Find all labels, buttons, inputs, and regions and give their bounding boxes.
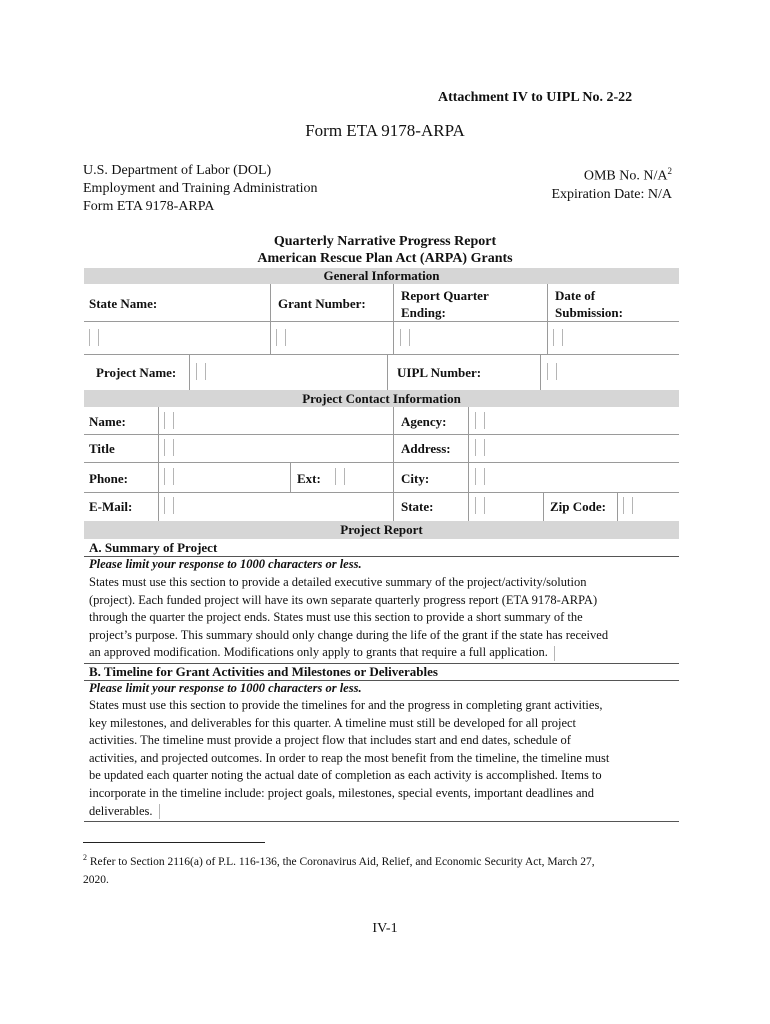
divider <box>84 462 679 463</box>
divider <box>290 462 291 492</box>
attachment-label: Attachment IV to UIPL No. 2-22 <box>438 90 633 105</box>
report-title-line-1: Quarterly Narrative Progress Report <box>273 234 497 249</box>
footnote-mark: 2 <box>83 853 87 862</box>
address-input[interactable] <box>475 439 485 456</box>
form-title: Form ETA 9178-ARPA <box>305 121 465 140</box>
state-name-label: State Name: <box>89 296 158 311</box>
footnote-separator <box>83 842 265 843</box>
contact-title-label: Title <box>89 441 115 456</box>
omb-footnote-mark: 2 <box>667 166 672 176</box>
state-input[interactable] <box>475 497 485 514</box>
email-label: E-Mail: <box>89 499 133 514</box>
agency-block <box>83 162 318 216</box>
city-label: City: <box>401 471 430 486</box>
divider <box>84 434 679 435</box>
section-b-line: States must use this section to provide the timelines for and the progress in completing grant activities, <box>89 698 603 712</box>
uipl-number-label: UIPL Number: <box>397 365 482 380</box>
project-name-input[interactable] <box>196 363 206 380</box>
footnote <box>83 849 683 889</box>
phone-input[interactable] <box>164 468 174 485</box>
divider <box>393 407 394 521</box>
section-b-title: B. Timeline for Grant Activities and Milestones or Deliverables <box>89 664 438 679</box>
report-quarter-line-2: Ending: <box>401 305 446 320</box>
section-b-line: activities, and projected outcomes. In order to reap the most benefit from the timeline, the timeline must <box>89 750 610 765</box>
ext-input[interactable] <box>335 468 345 485</box>
divider <box>84 354 679 355</box>
expiration-date: Expiration Date: N/A <box>551 186 672 202</box>
state-name-input[interactable] <box>89 329 99 346</box>
contact-name-input[interactable] <box>164 412 174 429</box>
email-input[interactable] <box>164 497 174 514</box>
page-number: IV-1 <box>372 921 398 936</box>
section-a-line: States must use this section to provide a detailed executive summary of the project/activity/solution <box>89 575 587 589</box>
divider <box>84 821 679 822</box>
text-cursor <box>159 804 160 819</box>
section-a-last-line: an approved modification. Modifications only apply to grants that require a full application. <box>89 645 548 660</box>
agency-label: Agency: <box>401 414 447 429</box>
agency-line-3: Form ETA 9178-ARPA <box>83 199 215 214</box>
divider <box>387 354 388 390</box>
date-submission-line-2: Submission: <box>555 305 623 320</box>
report-title-line-2: American Rescue Plan Act (ARPA) Grants <box>257 251 513 266</box>
state-label: State: <box>401 499 434 514</box>
report-quarter-line-1: Report Quarter <box>401 288 489 303</box>
date-submission-line-1: Date of <box>555 288 596 303</box>
zip-label: Zip Code: <box>550 499 606 514</box>
divider <box>543 492 544 521</box>
general-info-heading: General Information <box>84 268 679 284</box>
address-label: Address: <box>401 441 451 456</box>
divider <box>189 354 190 390</box>
section-a-title: A. Summary of Project <box>89 540 218 555</box>
divider <box>158 407 159 521</box>
footnote-line-1 <box>83 849 683 871</box>
section-a-line: (project). Each funded project will have its own separate quarterly progress report (ETA 9178-ARPA) <box>89 592 598 607</box>
divider <box>468 407 469 521</box>
project-name-label: Project Name: <box>96 365 177 380</box>
divider <box>84 492 679 493</box>
report-quarter-label <box>401 287 489 321</box>
omb-text: OMB No. N/A <box>583 168 668 184</box>
section-b-line: activities. The timeline must provide a project flow that includes start and end dates, schedule of <box>89 733 571 748</box>
section-b-line: be updated each quarter noting the actual date of completion as each activity is accomplished. Items to <box>89 768 602 783</box>
footnote-line-2: 2020. <box>83 873 109 886</box>
section-b-line <box>89 803 679 821</box>
divider <box>617 492 618 521</box>
contact-name-label: Name: <box>89 414 126 429</box>
section-b-limit: Please limit your response to 1000 characters or less. <box>89 681 362 695</box>
phone-label: Phone: <box>89 471 128 486</box>
agency-line-1: U.S. Department of Labor (DOL) <box>83 163 272 178</box>
agency-line-2: Employment and Training Administration <box>83 181 318 196</box>
report-quarter-input[interactable] <box>400 329 410 346</box>
ext-label: Ext: <box>297 471 321 486</box>
section-b-line: key milestones, and deliverables for this quarter. A timeline must still be developed for all project <box>89 715 577 730</box>
omb-block <box>551 162 672 204</box>
section-b-last-line: deliverables. <box>89 803 153 818</box>
section-a-body[interactable] <box>89 574 679 662</box>
uipl-number-input[interactable] <box>547 363 557 380</box>
divider <box>270 284 271 354</box>
divider <box>84 321 679 322</box>
grant-number-input[interactable] <box>276 329 286 346</box>
text-cursor <box>554 646 555 661</box>
zip-input[interactable] <box>623 497 633 514</box>
grant-number-label: Grant Number: <box>278 296 366 311</box>
section-a-line: through the quarter the project ends. States must use this section to provide a short summary of the <box>89 610 583 625</box>
agency-input[interactable] <box>475 412 485 429</box>
city-input[interactable] <box>475 468 485 485</box>
section-b-line: incorporate in the timeline include: project goals, milestones, special events, important deadlines and <box>89 785 595 800</box>
footnote-text: Refer to Section 2116(a) of P.L. 116-136, the Coronavirus Aid, Relief, and Economic Security Act, March 27, <box>87 855 595 868</box>
section-a-line: project’s purpose. This summary should only change during the life of the grant if the state has received <box>89 627 609 642</box>
contact-heading: Project Contact Information <box>84 390 679 407</box>
section-b-body[interactable] <box>89 697 679 820</box>
divider <box>547 284 548 354</box>
section-a-limit: Please limit your response to 1000 characters or less. <box>89 557 362 571</box>
section-a-line <box>89 644 679 662</box>
omb-number <box>551 162 672 186</box>
date-submission-label <box>555 287 623 321</box>
project-report-heading: Project Report <box>84 521 679 539</box>
contact-title-input[interactable] <box>164 439 174 456</box>
divider <box>393 284 394 354</box>
date-submission-input[interactable] <box>553 329 563 346</box>
divider <box>540 354 541 390</box>
